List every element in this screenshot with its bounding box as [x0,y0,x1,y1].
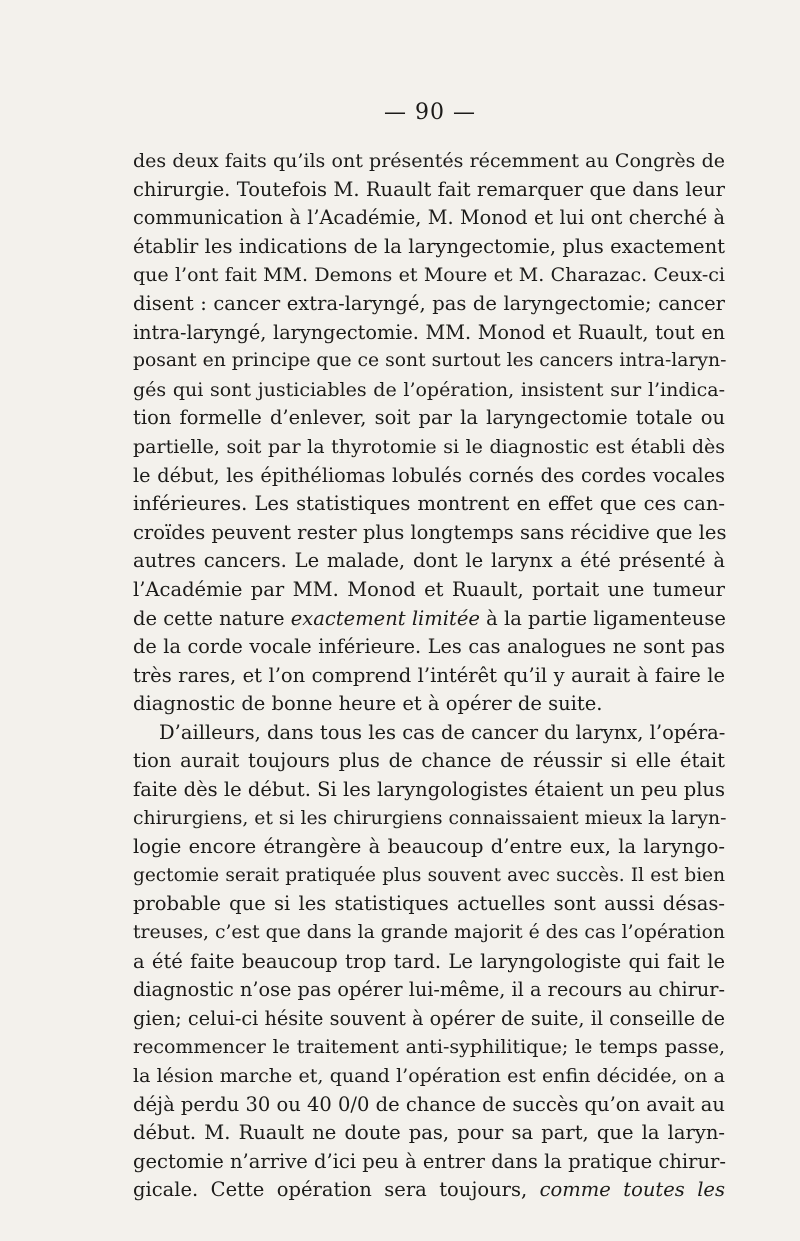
text-line: faite dès le début. Si les laryngologistes étaient un peu plus [133,778,725,802]
text-line: gectomie serait pratiquée plus souvent avec succès. Il est bien [133,864,725,886]
text-line: le début, les épithéliomas lobulés cornés des cordes vocales [133,463,725,487]
text-line-with-italic [133,605,725,634]
text-line: logie encore étrangère à beaucoup d’entre eux, la laryngo- [133,835,725,859]
text-line: début. M. Ruault ne doute pas, pour sa part, que la laryn- [133,1121,725,1145]
text-line: gectomie n’arrive d’ici peu à entrer dans la pratique chirur- [133,1149,726,1173]
text-line: disent : cancer extra-laryngé, pas de laryngectomie; cancer [133,291,725,315]
text-line: posant en principe que ce sont surtout les cancers intra-laryn- [133,350,727,372]
paragraph-2 [133,719,725,1205]
text-line: la lésion marche et, quand l’opération est enfin décidée, on a [133,1065,725,1087]
text-line: treuses, c’est que dans la grande majorit é des cas l’opération [133,922,725,944]
page-number: — 90 — [384,100,476,125]
text-line: intra-laryngé, laryngectomie. MM. Monod et Ruault, tout en [133,320,725,344]
text-line: partielle, soit par la thyrotomie si le diagnostic est établi dès [133,435,725,458]
text-line: l’Académie par MM. Monod et Ruault, portait une tumeur [133,577,725,601]
text-line: autres cancers. Le malade, dont le larynx a été présenté à [133,549,725,573]
text-line: communication à l’Académie, M. Monod et lui ont cherché à [133,206,725,230]
text-line: tion aurait toujours plus de chance de réussir si elle était [133,749,725,773]
text-line-with-italic [133,1176,725,1205]
text-line: gien; celui-ci hésite souvent à opérer de suite, il conseille de [133,1006,725,1030]
text-segment: à la partie ligamenteuse [479,606,726,630]
text-line: déjà perdu 30 ou 40 0/0 de chance de succès qu’on avait au [133,1092,725,1116]
text-line: gés qui sont justiciables de l’opération, insistent sur l’indica- [133,378,725,401]
text-line: probable que si les statistiques actuelles sont aussi désas- [133,892,725,916]
paragraph-1 [133,147,725,719]
text-line: chirurgiens, et si les chirurgiens connaissaient mieux la laryn- [133,807,727,829]
text-line: tion formelle d’enlever, soit par la laryngectomie totale ou [133,406,725,430]
text-line: des deux faits qu’ils ont présentés récemment au Congrès de [133,150,725,172]
body-text [133,147,725,1205]
italic-emphasis: comme toutes les [539,1178,725,1202]
text-segment: de cette nature [133,606,291,630]
text-line: recommencer le traitement anti-syphilitique; le temps passe, [133,1036,725,1059]
text-line: diagnostic de bonne heure et à opérer de suite. [133,692,603,716]
text-line: croïdes peuvent rester plus longtemps sans récidive que les [133,520,727,544]
text-line: a été faite beaucoup trop tard. Le laryngologiste qui fait le [133,949,725,973]
text-line: inférieures. Les statistiques montrent en effet que ces can- [133,492,725,516]
italic-emphasis: exactement limitée [290,606,480,630]
text-line: très rares, et l’on comprend l’intérêt qu’il y aurait à faire le [133,663,725,687]
text-line: de la corde vocale inférieure. Les cas analogues ne sont pas [133,635,725,659]
text-line: D’ailleurs, dans tous les cas de cancer du larynx, l’opéra- [159,720,726,744]
text-segment: gicale. Cette opération sera toujours, [133,1178,540,1202]
text-line: que l’ont fait MM. Demons et Moure et M. Charazac. Ceux-ci [133,264,725,287]
text-line: chirurgie. Toutefois M. Ruault fait remarquer que dans leur [133,177,725,201]
text-line: diagnostic n’ose pas opérer lui-même, il a recours au chirur- [133,978,725,1002]
text-line: établir les indications de la laryngectomie, plus exactement [133,234,725,258]
